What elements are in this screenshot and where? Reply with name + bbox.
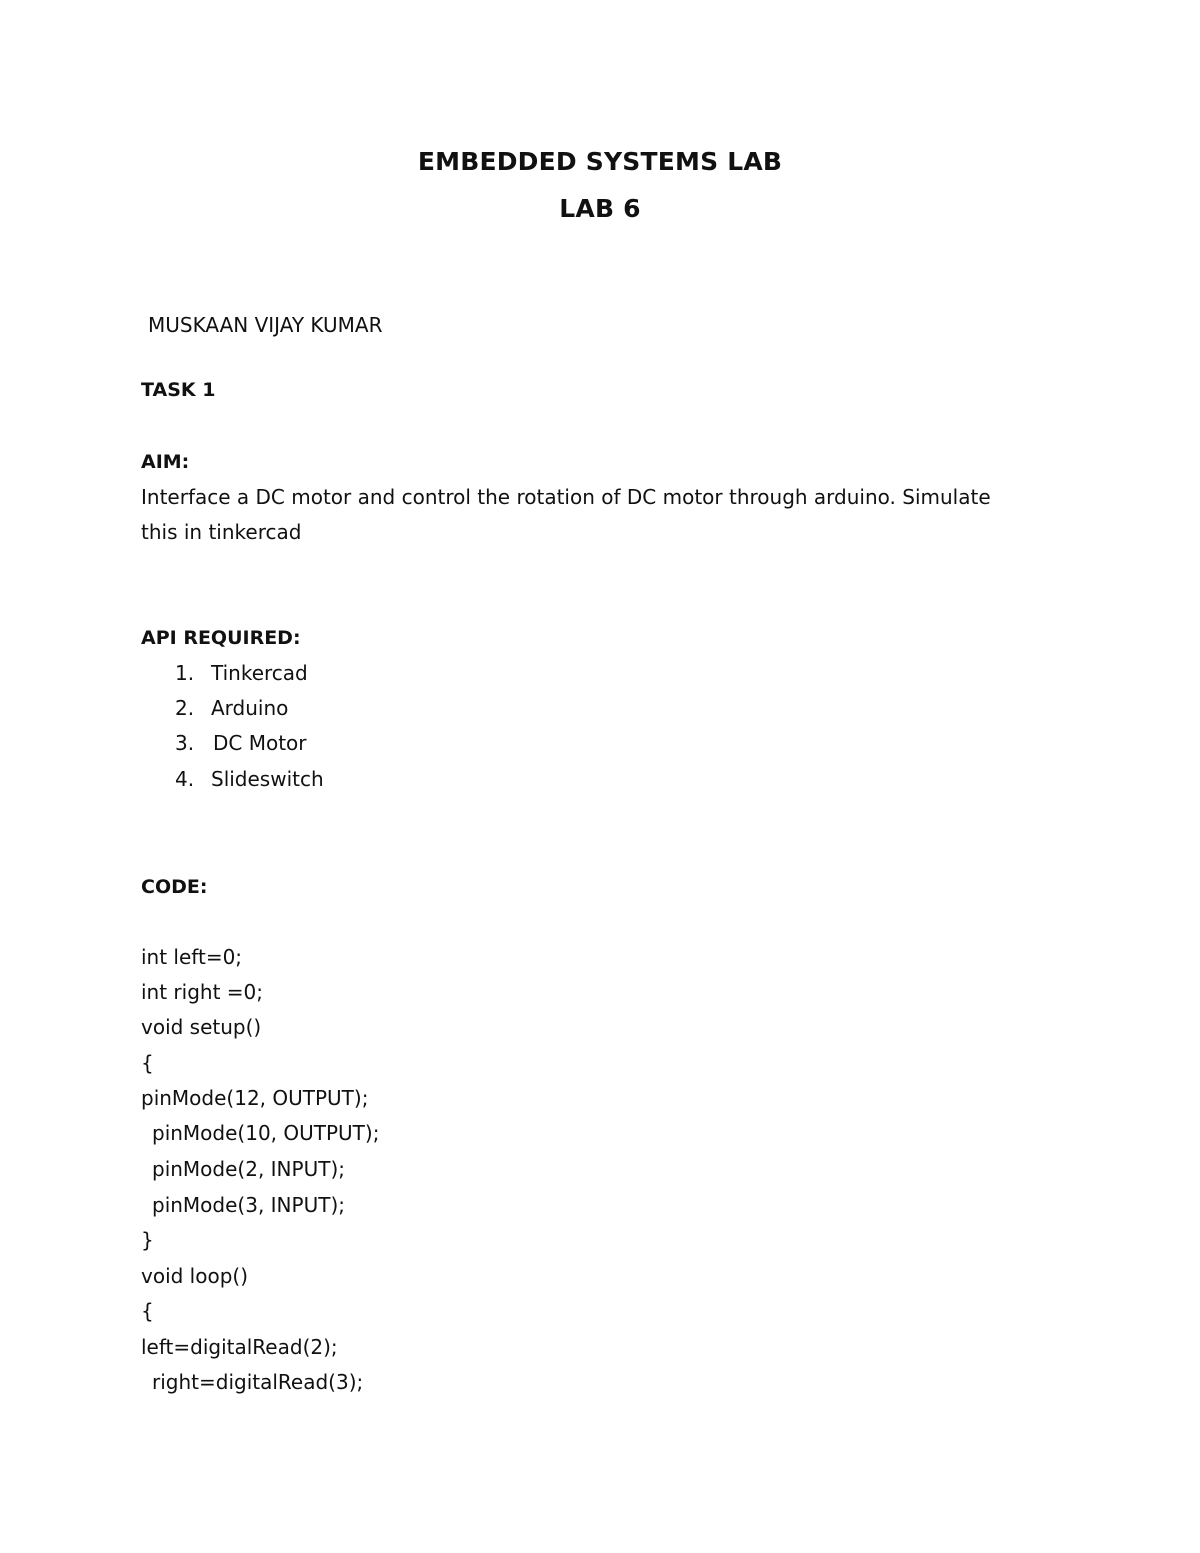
code-line: pinMode(3, INPUT); (152, 1193, 345, 1217)
aim-heading: AIM: (141, 451, 190, 473)
api-heading: API REQUIRED: (141, 627, 301, 649)
aim-text-line-2: this in tinkercad (141, 520, 302, 544)
code-line: pinMode(10, OUTPUT); (152, 1121, 380, 1145)
list-number: 1. (175, 661, 195, 685)
author-name: MUSKAAN VIJAY KUMAR (148, 313, 383, 337)
list-label: Arduino (211, 696, 289, 720)
list-label: Tinkercad (211, 661, 308, 685)
task-heading: TASK 1 (141, 379, 216, 401)
code-line: left=digitalRead(2); (141, 1335, 338, 1359)
code-line: pinMode(12, OUTPUT); (141, 1086, 369, 1110)
code-line: { (141, 1051, 154, 1075)
list-number: 3. (175, 731, 195, 755)
list-label: Slideswitch (211, 767, 324, 791)
code-line: pinMode(2, INPUT); (152, 1157, 345, 1181)
list-number: 2. (175, 696, 195, 720)
code-heading: CODE: (141, 876, 208, 898)
aim-text-line-1: Interface a DC motor and control the rotation of DC motor through arduino. Simulate (141, 485, 991, 509)
code-line: { (141, 1299, 154, 1323)
document-subtitle: LAB 6 (559, 194, 641, 223)
code-line: } (141, 1228, 154, 1252)
document-title: EMBEDDED SYSTEMS LAB (417, 147, 783, 176)
code-line: right=digitalRead(3); (152, 1370, 364, 1394)
list-number: 4. (175, 767, 195, 791)
code-line: void loop() (141, 1264, 249, 1288)
code-line: int left=0; (141, 945, 243, 969)
code-line: void setup() (141, 1015, 262, 1039)
code-line: int right =0; (141, 980, 264, 1004)
list-label: DC Motor (213, 731, 307, 755)
